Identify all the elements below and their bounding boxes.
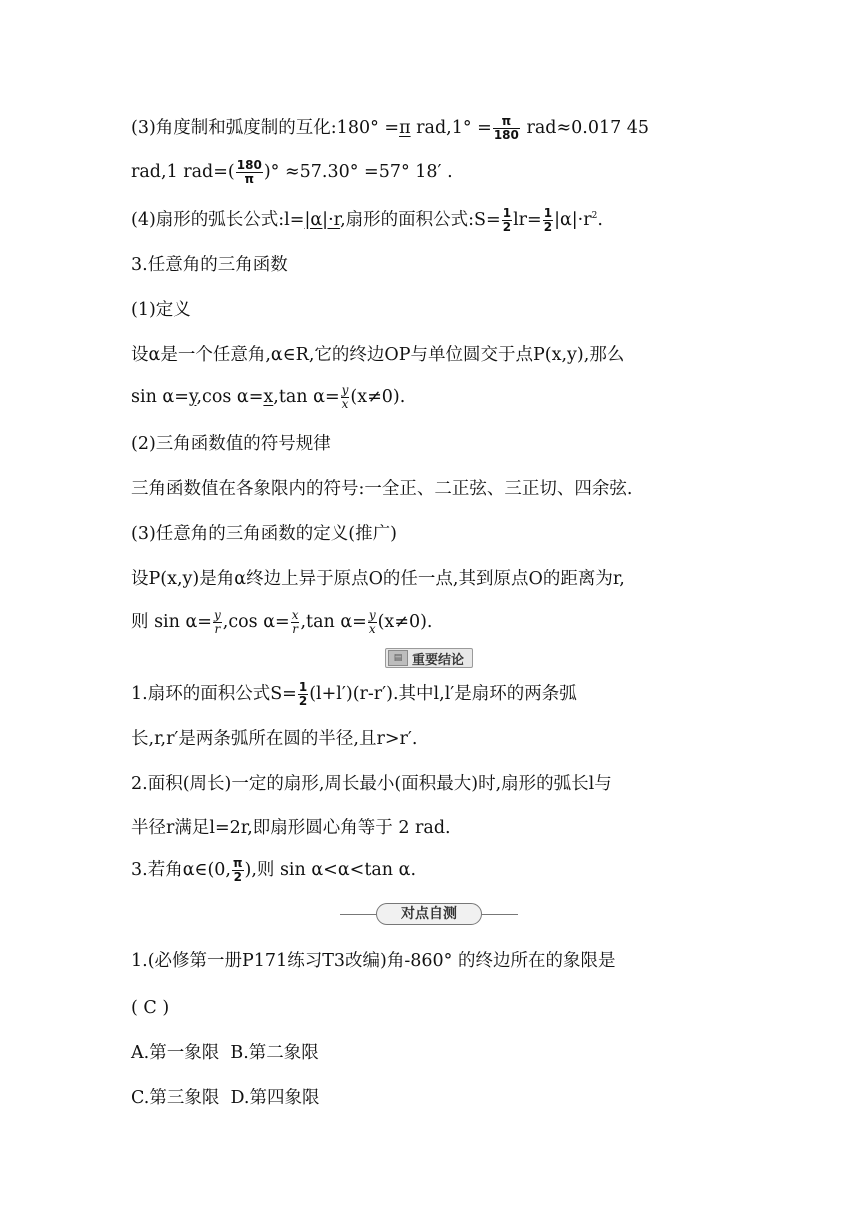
fraction-x-over-r: $\frac{x}{r}$ bbox=[291, 608, 299, 636]
line-sector-formulas: (4)扇形的弧长公式:l=|α|·r,扇形的面积公式:S= $\frac{1}{2}$ lr= $\frac{1}{2}$ $|\alpha|\cdot r^2$. bbox=[131, 205, 603, 234]
divider bbox=[340, 914, 376, 915]
option-d: D.第四象限 bbox=[230, 1088, 320, 1108]
section-header-self-test bbox=[340, 903, 518, 925]
heading-generalized-definition: (3)任意角的三角函数的定义(推广) bbox=[131, 524, 397, 544]
heading-definition: (1)定义 bbox=[131, 300, 191, 320]
line-generalized-values: 则 sin α= $\frac{y}{r}$ ,cos α= $\frac{x}{r}$ ,tan α= $\frac{y}{x}$ (x≠0). bbox=[131, 608, 433, 636]
question-1: 1.(必修第一册P171练习T3改编)角-860° 的终边所在的象限是 bbox=[131, 951, 616, 971]
fraction-half: $\frac{1}{2}$ bbox=[543, 205, 553, 234]
options-c-d bbox=[131, 1085, 319, 1111]
blank-x: x bbox=[263, 387, 274, 407]
line-conclusion-3: 3.若角α∈(0, $\frac{\pi}{2}$ ),则 sin α<α<tan α. bbox=[131, 856, 417, 884]
self-test-label: 对点自测 bbox=[376, 903, 482, 925]
line-conclusion-1-cont: 长,r,r′是两条弧所在圆的半径,且r>r′. bbox=[131, 729, 418, 749]
fraction-y-over-r: $\frac{y}{r}$ bbox=[213, 608, 221, 636]
option-c: C.第三象限 bbox=[131, 1088, 220, 1108]
question-1-answer: ( C ) bbox=[131, 998, 170, 1018]
blank-pi: π bbox=[399, 118, 411, 138]
line-conclusion-1: 1.扇环的面积公式S= $\frac{1}{2}$ (l+l′)(r-r′).其中l,l′是扇环的两条弧 bbox=[131, 680, 577, 708]
book-icon: ▤ bbox=[388, 650, 408, 666]
divider bbox=[482, 914, 518, 915]
line-conclusion-2: 2.面积(周长)一定的扇形,周长最小(面积最大)时,扇形的弧长l与 bbox=[131, 774, 612, 794]
line-conclusion-2-cont: 半径r满足l=2r,即扇形圆心角等于 2 rad. bbox=[131, 818, 451, 838]
line-angle-conversion: (3)角度制和弧度制的互化:180° =π rad,1° = $\frac{\pi}{180}$ rad≈0.017 45 bbox=[131, 114, 650, 142]
section-tag-key-conclusions: ▤ 重要结论 bbox=[385, 648, 473, 668]
fraction-180-over-pi: $\frac{180}{\pi}$ bbox=[236, 158, 262, 186]
options-a-b bbox=[131, 1040, 319, 1066]
line-sign-rules: 三角函数值在各象限内的符号:一全正、二正弦、三正切、四余弦. bbox=[131, 479, 633, 499]
heading-arbitrary-angle-trig: 3.任意角的三角函数 bbox=[131, 255, 288, 275]
heading-sign-rules: (2)三角函数值的符号规律 bbox=[131, 434, 331, 454]
fraction-pi-over-180: $\frac{\pi}{180}$ bbox=[493, 114, 519, 142]
fraction-half: $\frac{1}{2}$ bbox=[298, 680, 308, 708]
line-rad-to-degree: rad,1 rad=( $\frac{180}{\pi}$ )° ≈57.30° =57° 18′ . bbox=[131, 158, 453, 186]
option-a: A.第一象限 bbox=[131, 1043, 220, 1063]
line-generalized-text: 设P(x,y)是角α终边上异于原点O的任一点,其到原点O的距离为r, bbox=[131, 569, 625, 589]
blank-arc-length: |α|·r bbox=[304, 209, 341, 230]
fraction-pi-over-2: $\frac{\pi}{2}$ bbox=[233, 856, 243, 884]
blank-y: y bbox=[188, 387, 197, 407]
line-trig-values: sin α=y,cos α=x,tan α= $\frac{y}{x}$ (x≠0). bbox=[131, 383, 406, 411]
fraction-half: $\frac{1}{2}$ bbox=[502, 205, 512, 234]
option-b: B.第二象限 bbox=[230, 1043, 319, 1063]
fraction-y-over-x: $\frac{y}{x}$ bbox=[341, 383, 349, 411]
fraction-y-over-x: $\frac{y}{x}$ bbox=[368, 608, 376, 636]
line-definition-text: 设α是一个任意角,α∈R,它的终边OP与单位圆交于点P(x,y),那么 bbox=[131, 345, 625, 365]
